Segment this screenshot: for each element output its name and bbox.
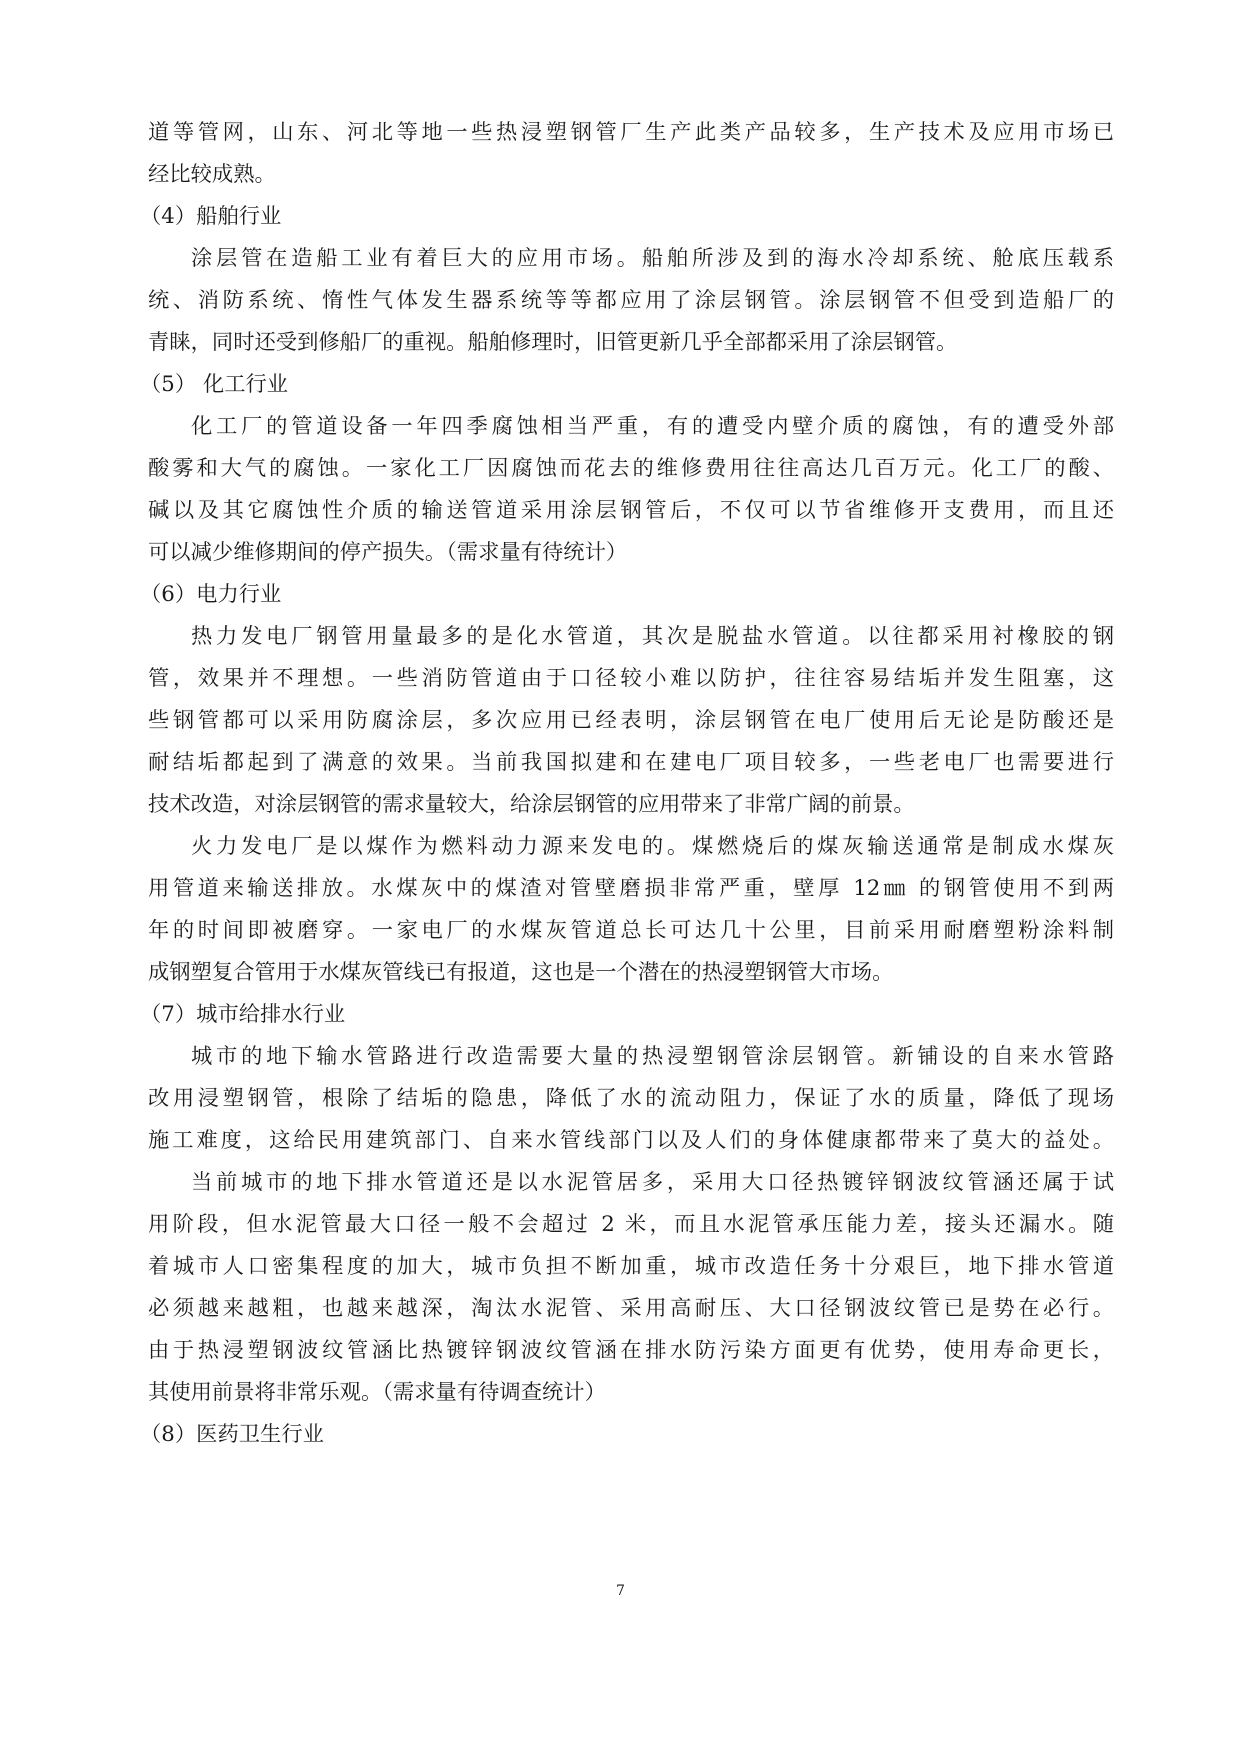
text-line: 用管道来输送排放。水煤灰中的煤渣对管壁磨损非常严重，壁厚 12㎜ 的钢管使用不到两 [148,876,1114,901]
text-line: 酸雾和大气的腐蚀。一家化工厂因腐蚀而花去的维修费用往往高达几百万元。化工厂的酸、 [148,456,1114,481]
text-line: 碱以及其它腐蚀性介质的输送管道采用涂层钢管后，不仅可以节省维修开支费用，而且还 [148,498,1114,523]
text-line: 道等管网，山东、河北等地一些热浸塑钢管厂生产此类产品较多，生产技术及应用市场已 [148,120,1114,145]
section-heading-8: （8）医药卫生行业 [140,1422,324,1447]
text-line: 青睐，同时还受到修船厂的重视。船舶修理时，旧管更新几乎全部都采用了涂层钢管。 [148,330,958,355]
text-line: 当前城市的地下排水管道还是以水泥管居多，采用大口径热镀锌钢波纹管涵还属于试 [191,1170,1114,1195]
section-heading-5: （5） 化工行业 [140,372,289,397]
section-heading-4: （4）船舶行业 [140,204,282,229]
text-line: 火力发电厂是以煤作为燃料动力源来发电的。煤燃烧后的煤灰输送通常是制成水煤灰 [191,834,1114,859]
text-line: 成钢塑复合管用于水煤灰管线已有报道，这也是一个潜在的热浸塑钢管大市场。 [148,960,894,985]
text-line: 些钢管都可以采用防腐涂层，多次应用已经表明，涂层钢管在电厂使用后无论是防酸还是 [148,708,1114,733]
text-line: 可以减少维修期间的停产损失。（需求量有待统计） [148,540,628,565]
text-line: 化工厂的管道设备一年四季腐蚀相当严重，有的遭受内壁介质的腐蚀，有的遭受外部 [191,414,1114,439]
text-line: 其使用前景将非常乐观。（需求量有待调查统计） [148,1380,606,1405]
page-number: 7 [616,1583,625,1599]
text-line: 经比较成熟。 [148,162,276,187]
section-heading-7: （7）城市给排水行业 [140,1002,346,1027]
text-line: 必须越来越粗，也越来越深，淘汰水泥管、采用高耐压、大口径钢波纹管已是势在必行。 [148,1296,1114,1321]
text-line: 施工难度，这给民用建筑部门、自来水管线部门以及人们的身体健康都带来了莫大的益处。 [148,1128,1114,1153]
section-heading-6: （6）电力行业 [140,582,282,607]
text-line: 城市的地下输水管路进行改造需要大量的热浸塑钢管涂层钢管。新铺设的自来水管路 [191,1044,1114,1069]
text-line: 涂层管在造船工业有着巨大的应用市场。船舶所涉及到的海水冷却系统、舱底压载系 [191,246,1114,271]
text-line: 由于热浸塑钢波纹管涵比热镀锌钢波纹管涵在排水防污染方面更有优势，使用寿命更长， [148,1338,1114,1363]
text-line: 用阶段，但水泥管最大口径一般不会超过 2 米，而且水泥管承压能力差，接头还漏水。随 [148,1212,1114,1237]
text-line: 管，效果并不理想。一些消防管道由于口径较小难以防护，往往容易结垢并发生阻塞，这 [148,666,1114,691]
text-line: 热力发电厂钢管用量最多的是化水管道，其次是脱盐水管道。以往都采用衬橡胶的钢 [191,624,1114,649]
text-line: 着城市人口密集程度的加大，城市负担不断加重，城市改造任务十分艰巨，地下排水管道 [148,1254,1114,1279]
text-line: 统、消防系统、惰性气体发生器系统等等都应用了涂层钢管。涂层钢管不但受到造船厂的 [148,288,1114,313]
text-line: 年的时间即被磨穿。一家电厂的水煤灰管道总长可达几十公里，目前采用耐磨塑粉涂料制 [148,918,1114,943]
text-line: 改用浸塑钢管，根除了结垢的隐患，降低了水的流动阻力，保证了水的质量，降低了现场 [148,1086,1114,1111]
text-line: 技术改造，对涂层钢管的需求量较大，给涂层钢管的应用带来了非常广阔的前景。 [148,792,915,817]
text-line: 耐结垢都起到了满意的效果。当前我国拟建和在建电厂项目较多，一些老电厂也需要进行 [148,750,1114,775]
